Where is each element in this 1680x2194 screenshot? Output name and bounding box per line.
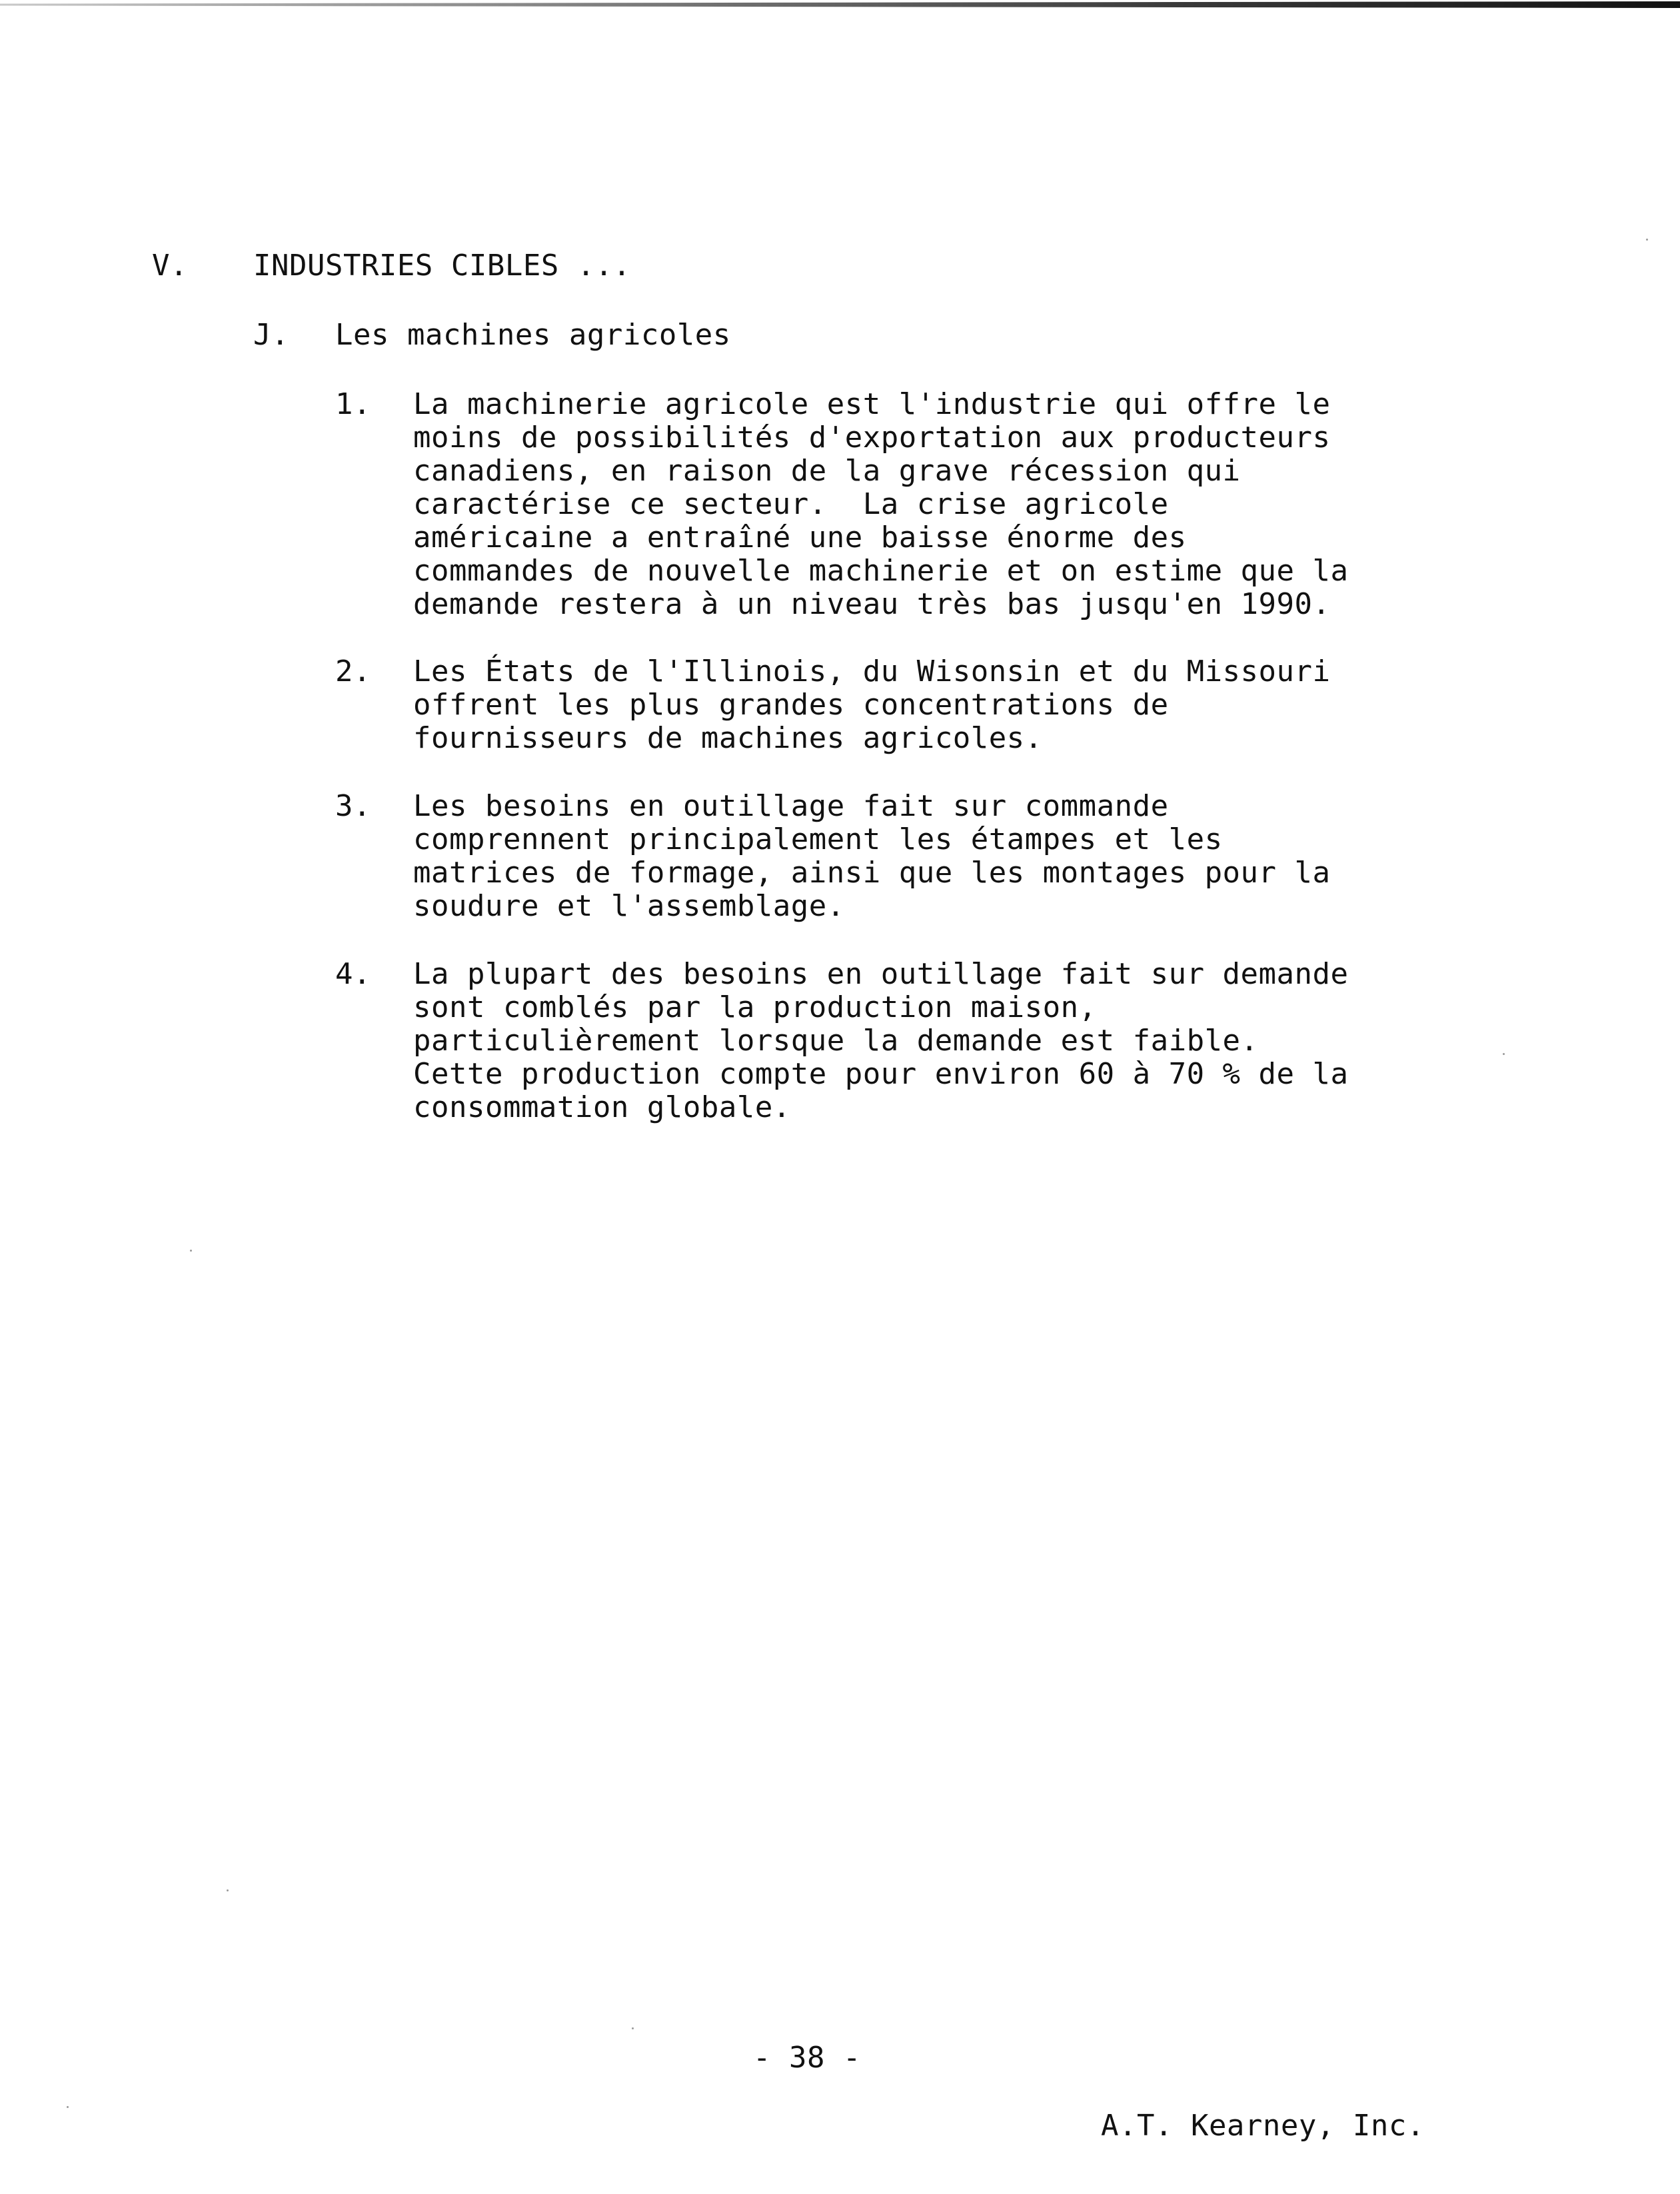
list-item-text: Les besoins en outillage fait sur commande comprennent principalement les étampes et les matrices de formage, ainsi que les montages pour la soudure et l'assemblage. bbox=[413, 789, 1331, 923]
section-number: V. bbox=[152, 249, 188, 283]
list-item-number: 4. bbox=[335, 957, 371, 991]
scan-speck bbox=[190, 1250, 192, 1252]
list-item-text: La machinerie agricole est l'industrie qui offre le moins de possibilités d'exportation aux producteurs canadiens, en raison de la grave récession qui caractérise ce secteur. La crise agricole américaine a entraîné une baisse énorme des commandes de nouvelle machinerie et on estime que la demande restera à un niveau très bas jusqu'en 1990. bbox=[413, 387, 1349, 621]
scan-speck bbox=[227, 1889, 229, 1891]
subsection-title: Les machines agricoles bbox=[335, 318, 731, 352]
list-item-text: La plupart des besoins en outillage fait sur demande sont comblés par la production maison, particulièrement lorsque la demande est faible. Cette production compte pour environ 60 à 70 % de la consommation globale. bbox=[413, 957, 1349, 1124]
top-rule bbox=[0, 1, 1680, 8]
company-name: A.T. Kearney, Inc. bbox=[1101, 2109, 1425, 2143]
list-item-text: Les États de l'Illinois, du Wisonsin et du Missouri offrent les plus grandes concentrations de fournisseurs de machines agricoles. bbox=[413, 654, 1331, 755]
list-item-number: 1. bbox=[335, 387, 371, 421]
list-item-number: 3. bbox=[335, 789, 371, 823]
section-title: INDUSTRIES CIBLES ... bbox=[253, 249, 631, 283]
scan-speck bbox=[632, 2027, 634, 2029]
page-number: - 38 - bbox=[753, 2041, 861, 2075]
scan-speck bbox=[67, 2106, 69, 2108]
scan-speck bbox=[1646, 239, 1648, 241]
list-item-number: 2. bbox=[335, 654, 371, 688]
subsection-letter: J. bbox=[253, 318, 289, 352]
scan-speck bbox=[1503, 1053, 1505, 1055]
